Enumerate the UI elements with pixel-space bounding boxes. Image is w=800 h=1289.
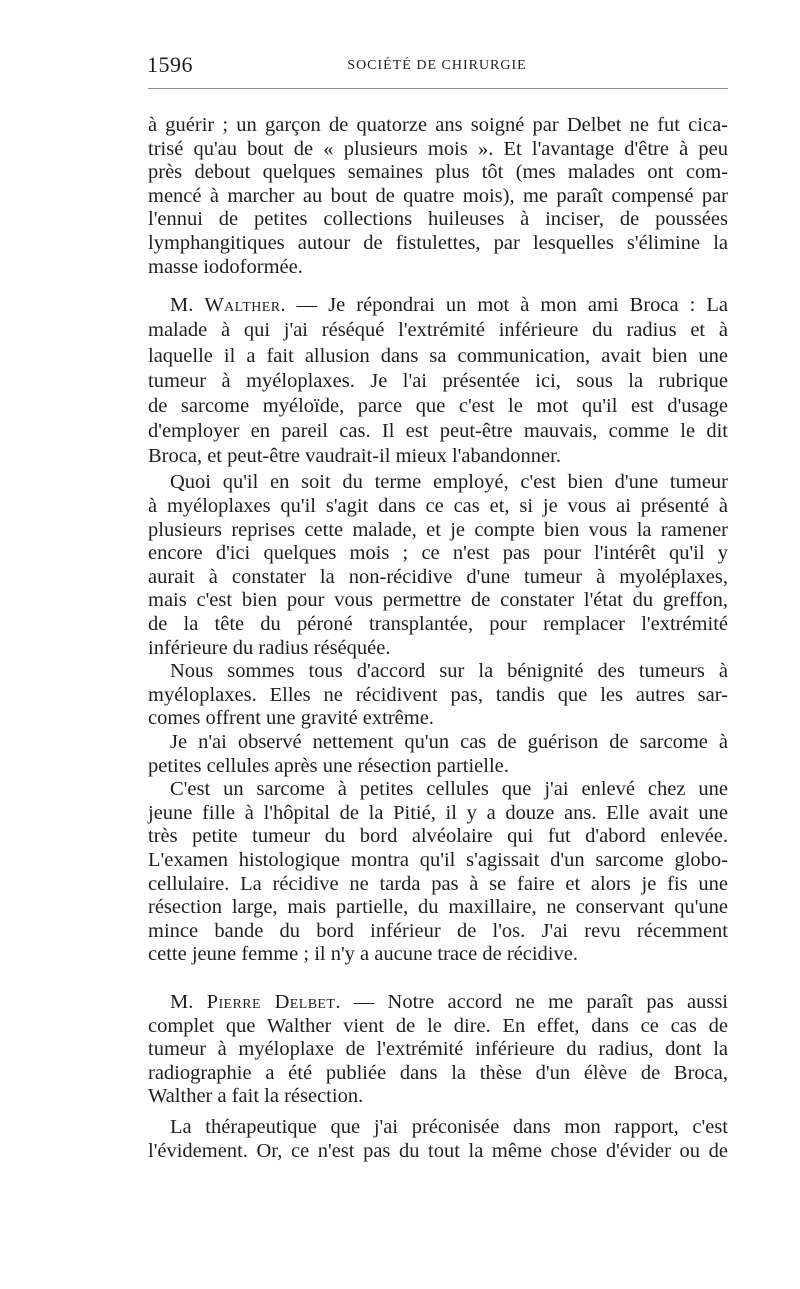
text-line: encore d'ici quelques mois ; ce n'est pas pour l'intérêt qu'il y xyxy=(148,542,728,565)
text-line: de la tête du péroné transplantée, pour remplacer l'extrémité xyxy=(148,613,728,636)
text-run: . — Notre accord ne me paraît pas aussi xyxy=(335,990,728,1013)
text-line: Je n'ai observé nettement qu'un cas de guérison de sarcome à xyxy=(170,731,728,753)
paragraph xyxy=(148,731,728,778)
text-run: . — Je répondrai un mot à mon ami Broca : La xyxy=(280,294,728,317)
text-line: cellulaire. La récidive ne tarda pas à se faire et alors je fis une xyxy=(148,872,728,895)
text-line: laquelle il a fait allusion dans sa communication, avait bien une xyxy=(148,344,728,367)
text-line: mencé à marcher au bout de quatre mois), me paraît compensé par xyxy=(148,184,728,207)
text-line: jeune fille à l'hôpital de la Pitié, il y a douze ans. Elle avait une xyxy=(148,801,728,824)
text-line: très petite tumeur du bord alvéolaire qui fut d'abord enlevée. xyxy=(148,825,728,848)
text-line xyxy=(148,293,728,318)
text-line: l'évidement. Or, ce n'est pas du tout la même chose d'évider ou de xyxy=(148,1139,728,1162)
speaker-prefix: M. xyxy=(170,294,194,317)
text-line: tumeur à myéloplaxe de l'extrémité inférieure du radius, dont la xyxy=(148,1038,728,1061)
text-line: tumeur à myéloplaxes. Je l'ai présentée ici, sous la rubrique xyxy=(148,369,728,392)
text-line: à guérir ; un garçon de quatorze ans soigné par Delbet ne fut cica- xyxy=(148,114,728,136)
paragraph xyxy=(148,114,728,279)
text-line: lymphangitiques autour de fistulettes, par lesquelles s'élimine la xyxy=(148,231,728,254)
text-line: radiographie a été publiée dans la thèse d'un élève de Broca, xyxy=(148,1061,728,1084)
text-line: inférieure du radius réséquée. xyxy=(148,636,391,659)
text-line: comes offrent une gravité extrême. xyxy=(148,707,434,730)
paragraph xyxy=(148,1116,728,1163)
text-line: mince bande du bord inférieur de l'os. J'ai revu récemment xyxy=(148,919,728,942)
text-line: Walther a fait la résection. xyxy=(148,1085,364,1108)
running-title: SOCIÉTÉ DE CHIRURGIE xyxy=(347,58,527,73)
text-line xyxy=(148,991,728,1015)
text-line: à myéloplaxes qu'il s'agit dans ce cas et, si je vous ai présenté à xyxy=(148,495,728,518)
text-line: l'ennui de petites collections huileuses à inciser, de poussées xyxy=(148,208,728,231)
speaker-prefix: M. xyxy=(170,990,194,1013)
text-line: La thérapeutique que j'ai préconisée dans mon rapport, c'est xyxy=(170,1115,728,1138)
paragraph xyxy=(148,471,728,660)
text-line: de sarcome myéloïde, parce que c'est le mot qu'il est d'usage xyxy=(148,394,728,417)
text-line: trisé qu'au bout de « plusieurs mois ». Et l'avantage d'être à peu xyxy=(148,137,728,160)
text-line: myéloplaxes. Elles ne récidivent pas, tandis que les autres sar- xyxy=(148,683,728,706)
header-rule xyxy=(148,88,728,89)
text-line: C'est un sarcome à petites cellules que j'ai enlevé chez une xyxy=(170,778,728,801)
page-number: 1596 xyxy=(147,52,193,77)
text-line: résection large, mais partielle, du maxillaire, ne conservant qu'une xyxy=(148,896,728,919)
text-line: près debout quelques semaines plus tôt (mes malades ont com- xyxy=(148,161,728,184)
speaker-name: Walther xyxy=(204,294,281,317)
speaker-name: Pierre Delbet xyxy=(206,990,336,1013)
text-line: masse iodoformée. xyxy=(148,255,303,278)
paragraph xyxy=(148,660,728,731)
paragraph xyxy=(148,778,728,967)
paragraph-delbet xyxy=(148,991,728,1109)
text-line: mais c'est bien pour vous permettre de constater l'état du greffon, xyxy=(148,589,728,612)
text-line: malade à qui j'ai réséqué l'extrémité inférieure du radius et à xyxy=(148,319,728,342)
text-line: aurait à constater la non-récidive d'une tumeur à myoléplaxes, xyxy=(148,565,728,588)
text-line: Quoi qu'il en soit du terme employé, c'est bien d'une tumeur xyxy=(170,471,728,494)
text-line: cette jeune femme ; il n'y a aucune trace de récidive. xyxy=(148,943,578,966)
text-line: Broca, et peut-être vaudrait-il mieux l'abandonner. xyxy=(148,445,561,468)
text-line: d'employer en pareil cas. Il est peut-être mauvais, comme le dit xyxy=(148,420,728,443)
text-line: Nous sommes tous d'accord sur la bénignité des tumeurs à xyxy=(170,660,728,683)
text-line: L'examen histologique montra qu'il s'agissait d'un sarcome globo- xyxy=(148,848,728,871)
body-text xyxy=(148,114,728,1163)
text-line: petites cellules après une résection partielle. xyxy=(148,754,509,777)
paragraph-walther xyxy=(148,293,728,469)
text-line: complet que Walther vient de le dire. En effet, dans ce cas de xyxy=(148,1014,728,1037)
text-line: plusieurs reprises cette malade, et je compte bien vous la ramener xyxy=(148,518,728,541)
